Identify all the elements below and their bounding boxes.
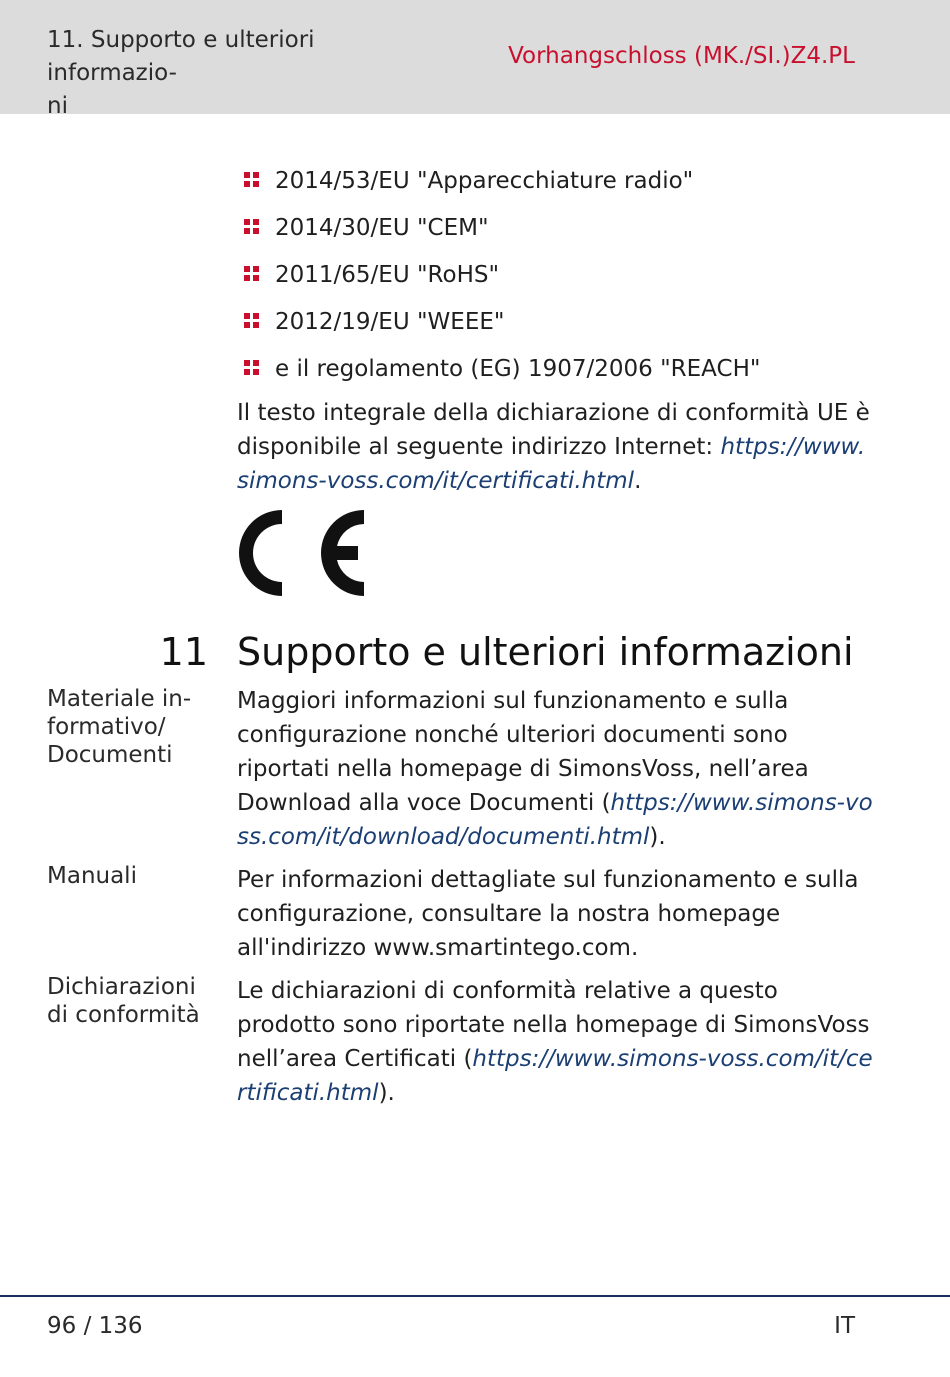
entry-text-declarations xyxy=(237,974,877,1110)
entry-label-declarations: Dichiarazioni di conformità xyxy=(47,974,200,1028)
directive-text: 2014/53/EU "Apparecchiature radio" xyxy=(275,168,694,194)
entry-text: Per informazioni dettagliate sul funzionamento e sulla configurazione, consultare la nostra homepage all'indirizzo www.smartintego.com. xyxy=(237,867,859,961)
red-square-bullet-icon xyxy=(244,219,259,234)
declaration-paragraph xyxy=(237,396,877,498)
ce-mark-icon xyxy=(236,506,368,600)
entry-label-documents: Materiale in- formativo/ Documenti xyxy=(47,686,192,768)
directive-text: 2014/30/EU "CEM" xyxy=(275,215,489,241)
language-code: IT xyxy=(834,1313,855,1339)
entry-text: Maggiori informazioni sul funzionamento e sulla configurazione nonché ulteriori documenti sono riportati nella homepage di SimonsVoss, nell’area Download alla voce Documenti ( xyxy=(237,688,809,816)
entry-text-documents xyxy=(237,684,877,854)
red-square-bullet-icon xyxy=(244,172,259,187)
declaration-link[interactable]: https://www.simons-voss.com/it/certificati.html xyxy=(237,434,866,494)
page-header xyxy=(0,0,950,119)
documents-link[interactable]: https://www.simons-voss.com/it/download/documenti.html xyxy=(237,790,873,850)
declaration-text-end: . xyxy=(634,468,642,494)
entry-text-end: ). xyxy=(649,824,666,850)
directive-text: e il regolamento (EG) 1907/2006 "REACH" xyxy=(275,356,761,382)
page-number: 96 / 136 xyxy=(47,1313,143,1339)
declaration-text: Il testo integrale della dichiarazione di conformità UE è disponibile al seguente indirizzo Internet: xyxy=(237,400,870,460)
section-title: Supporto e ulteriori informazioni xyxy=(237,630,854,674)
entry-label-manuals: Manuali xyxy=(47,863,137,889)
red-square-bullet-icon xyxy=(244,266,259,281)
certificates-link[interactable]: https://www.simons-voss.com/it/certificati.html xyxy=(237,1046,873,1106)
header-product-name: Vorhangschloss (MK./SI.)Z4.PL xyxy=(508,43,855,69)
section-number: 11 xyxy=(159,630,208,674)
entry-text-manuals xyxy=(237,863,877,965)
directive-text: 2012/19/EU "WEEE" xyxy=(275,309,505,335)
red-square-bullet-icon xyxy=(244,360,259,375)
directive-text: 2011/65/EU "RoHS" xyxy=(275,262,500,288)
entry-text-end: ). xyxy=(378,1080,395,1106)
red-square-bullet-icon xyxy=(244,313,259,328)
header-section-title: 11. Supporto e ulteriori informazio- ni xyxy=(47,27,315,119)
footer-divider xyxy=(0,1295,950,1297)
entry-text: Le dichiarazioni di conformità relative a questo prodotto sono riportate nella homepage di SimonsVoss nell’area Certificati ( xyxy=(237,978,870,1072)
